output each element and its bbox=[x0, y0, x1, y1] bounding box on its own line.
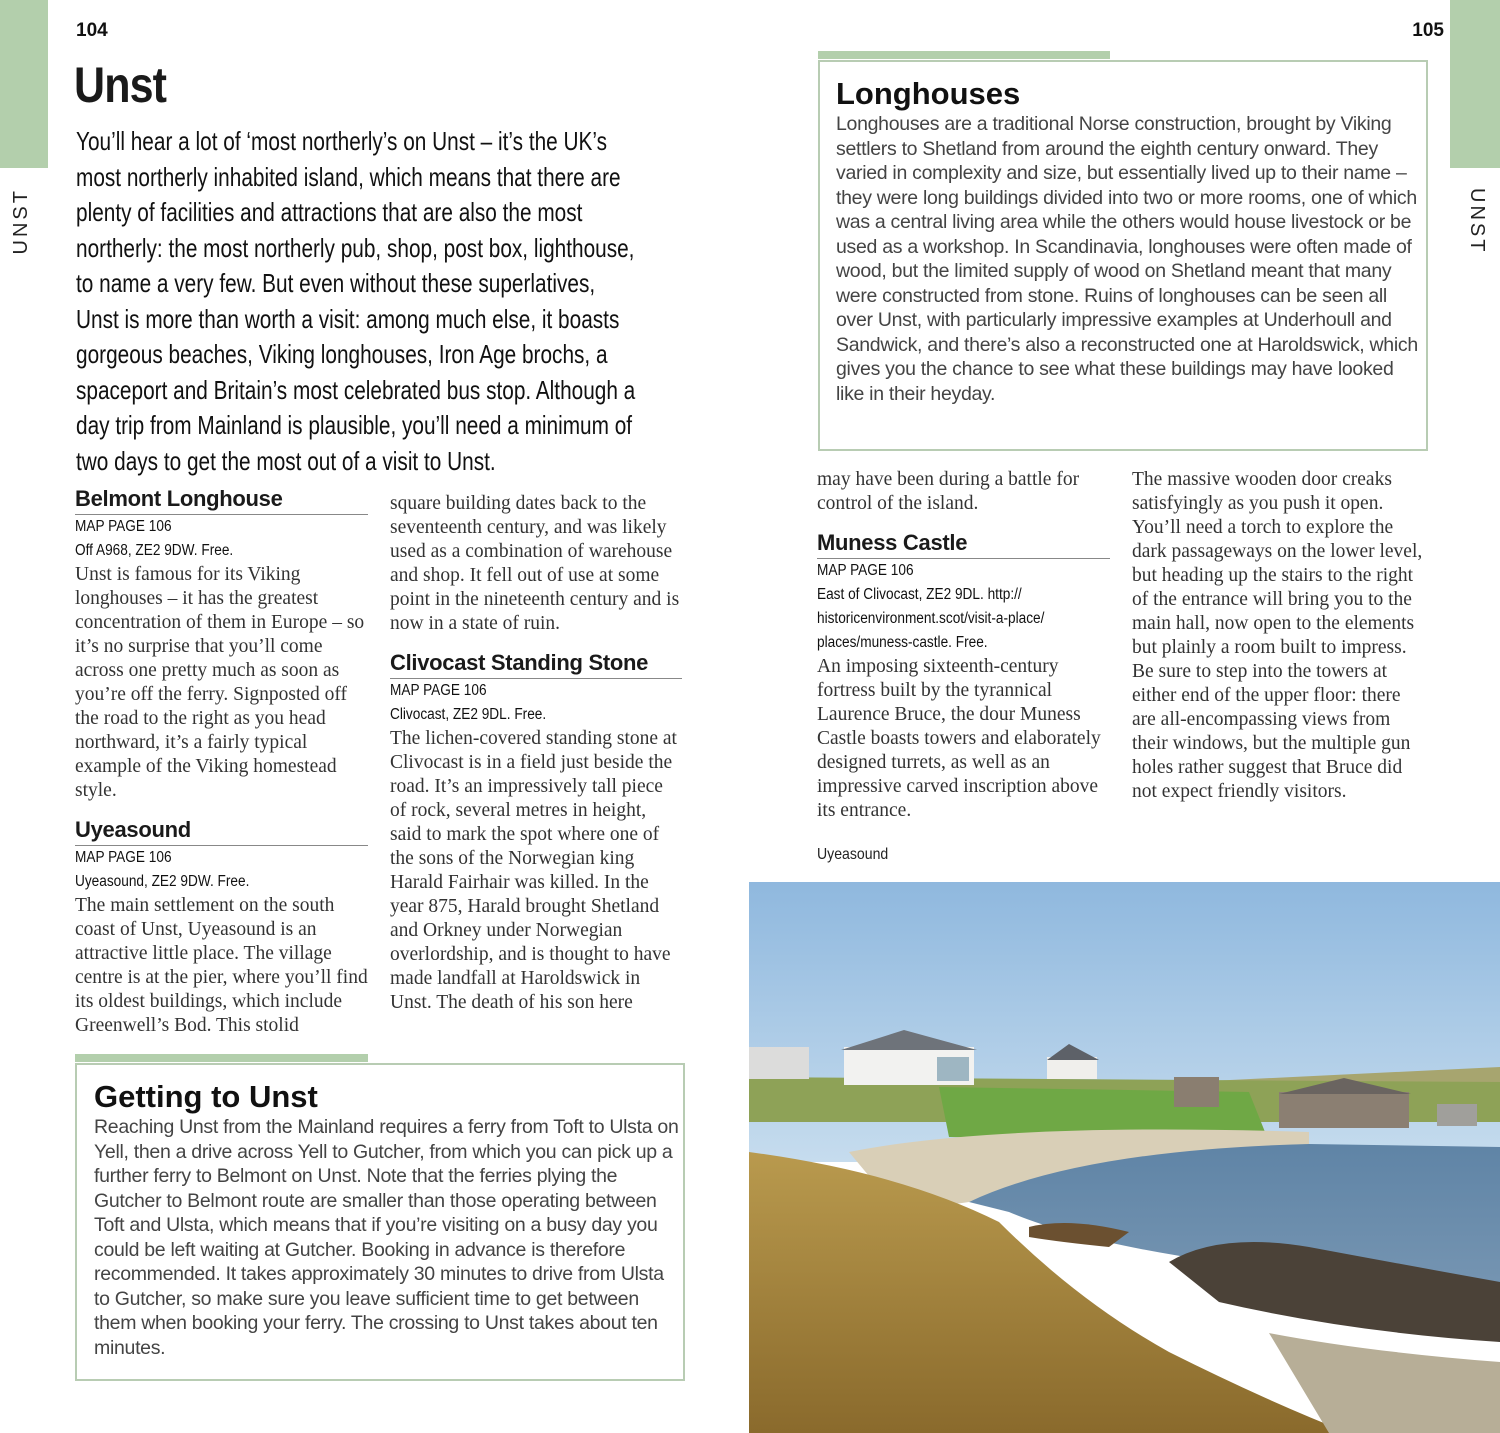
right-page-number: 105 bbox=[1412, 20, 1444, 41]
right-thumb-tab bbox=[1450, 0, 1500, 168]
address[interactable]: East of Clivocast, ZE2 9DL. http:// historicenvironment.scot/visit-a-place/ places/muness-castle. Free. bbox=[817, 586, 1045, 651]
entry-text: An imposing sixteenth-century fortress built by the tyrannical Laurence Bruce, the dour Muness Castle boasts towers and elaborately designed turrets, as well as an impressive carved inscription above its entrance. bbox=[817, 656, 1101, 821]
entry-text-continued: may have been during a battle for control of the island. bbox=[817, 469, 1080, 514]
entry-text: Unst is famous for its Viking longhouses – it has the greatest concentration of them in Europe – so it’s no surprise that you’ll come across one pretty much as soon as you’re off the ferry. Signposted off the road to the right as you head northward, it’s a fairly typical example of the Viking homestead style. bbox=[75, 564, 365, 801]
column-4 bbox=[1132, 468, 1427, 804]
address: Off A968, ZE2 9DW. Free. bbox=[75, 542, 234, 559]
address: Uyeasound, ZE2 9DW. Free. bbox=[75, 873, 250, 890]
box-accent-bar bbox=[75, 1054, 368, 1062]
photo-caption: Uyeasound bbox=[817, 846, 889, 863]
address: Clivocast, ZE2 9DL. Free. bbox=[390, 706, 547, 723]
entry-text: The main settlement on the south coast of Unst, Uyeasound is an attractive little place. The village centre is at the pier, where you’ll find its oldest buildings, which include Greenwell’s Bod. This stolid bbox=[75, 895, 368, 1036]
entry-title-clivocast-standing-stone: Clivocast Standing Stone bbox=[390, 650, 682, 679]
entry-title-muness-castle: Muness Castle bbox=[817, 530, 1110, 559]
box-text: Reaching Unst from the Mainland requires a ferry from Toft to Ulsta on Yell, then a drive across Yell to Gutcher, from which you can pick up a further ferry to Belmont on Unst. Note that the ferries plying the Gutcher to Belmont route are smaller than those operating between Toft and Ulsta, which means that if you’re visiting on a busy day you could be left waiting at Gutcher. Booking in advance is therefore recommended. It takes approximately 30 minutes to drive from Ulsta to Gutcher, so make sure you leave sufficient time to get between them when booking your ferry. The crossing to Unst takes about ten minutes. bbox=[94, 1116, 679, 1359]
box-accent-bar bbox=[818, 51, 1110, 59]
entry-text-continued: square building dates back to the seventeenth century, and was likely used as a combination of warehouse and shop. It fell out of use at some point in the nineteenth century and is now in a state of ruin. bbox=[390, 493, 680, 634]
left-page-number: 104 bbox=[76, 20, 108, 41]
left-thumb-tab bbox=[0, 0, 48, 168]
map-ref[interactable]: MAP PAGE 106 bbox=[75, 849, 172, 866]
entry-title-belmont-longhouse: Belmont Longhouse bbox=[75, 486, 368, 515]
intro-paragraph: You’ll hear a lot of ‘most northerly’s on Unst – it’s the UK’s most northerly inhabited island, which means that there are plenty of facilities and attractions that are also the most northerly: the most northerly pub, shop, post box, lighthouse, to name a very few. But even without these superlatives, Unst is more than worth a visit: among much else, it boasts gorgeous beaches, Viking longhouses, Iron Age brochs, a spaceport and Britain’s most celebrated bus stop. Although a day trip from Mainland is plausible, you’ll need a minimum of two days to get the most out of a visit to Unst. bbox=[76, 126, 636, 476]
column-3 bbox=[817, 468, 1110, 823]
page-title: Unst bbox=[74, 57, 167, 113]
entry-text: The lichen-covered standing stone at Clivocast is in a field just beside the road. It’s an impressively tall piece of rock, several metres in height, said to mark the spot where one of the sons of the Norwegian king Harald Fairhair was killed. In the year 875, Harald brought Shetland and Orkney under Norwegian overlordship, and is thought to have made landfall at Haroldswick in Unst. The death of his son here bbox=[390, 728, 677, 1013]
box-title: Getting to Unst bbox=[94, 1079, 318, 1114]
right-side-label: UNST bbox=[1466, 188, 1488, 255]
entry-title-uyeasound: Uyeasound bbox=[75, 817, 368, 846]
entry-text-continued: The massive wooden door creaks satisfyingly as you push it open. You’ll need a torch to explore the dark passageways on the lower level, but heading up the stairs to the right of the entrance will bring you to the main hall, now open to the elements but plainly a room built to impress. Be sure to step into the towers at either end of the upper floor: there are all-encompassing views from their windows, but the multiple gun holes rather suggest that Bruce did not expect friendly visitors. bbox=[1132, 469, 1423, 802]
uyeasound-photo bbox=[749, 882, 1500, 1433]
map-ref[interactable]: MAP PAGE 106 bbox=[75, 518, 172, 535]
left-side-label: UNST bbox=[10, 188, 32, 255]
column-1 bbox=[75, 486, 368, 1038]
getting-to-unst-box bbox=[75, 1063, 685, 1381]
box-text: Longhouses are a traditional Norse construction, brought by Viking settlers to Shetland from around the eighth century onward. They varied in complexity and size, but essentially lived up to their name – they were long buildings divided into two or more rooms, one of which was a central living area while the others would house livestock or be used as a workshop. In Scandinavia, longhouses were often made of wood, but the limited supply of wood on Shetland meant that many were constructed from stone. Ruins of longhouses can be seen all over Unst, with particularly impressive examples at Underhoull and Sandwick, and there’s also a reconstructed one at Haroldswick, which gives you the chance to see what these buildings may have looked like in their heyday. bbox=[836, 113, 1418, 405]
map-ref[interactable]: MAP PAGE 106 bbox=[390, 682, 487, 699]
column-2 bbox=[390, 492, 682, 1015]
longhouses-box bbox=[818, 60, 1428, 451]
photo-illustration bbox=[749, 882, 1500, 1433]
map-ref[interactable]: MAP PAGE 106 bbox=[817, 562, 914, 579]
left-buildings bbox=[749, 1047, 809, 1079]
box-title: Longhouses bbox=[836, 76, 1021, 111]
